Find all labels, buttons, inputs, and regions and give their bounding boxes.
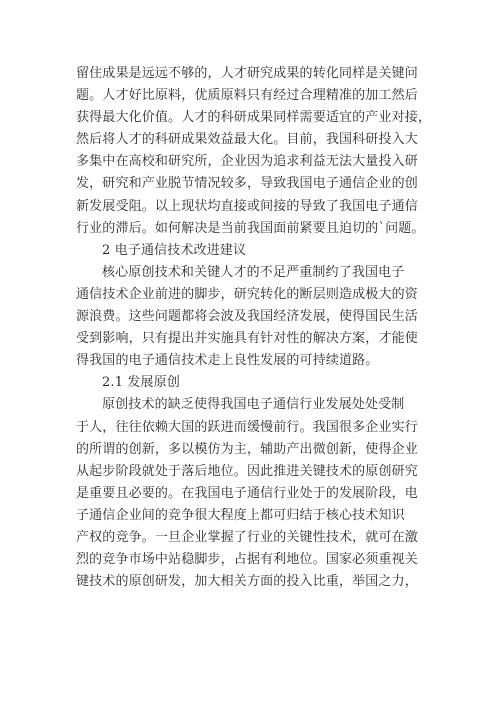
document-body: [76, 63, 438, 593]
text-line: 烈的竞争市场中站稳脚步，占据有利地位。国家必须重视关: [76, 552, 418, 568]
subsection-heading: 2.1 发展原创: [102, 375, 181, 391]
paragraph-first-line: 原创技术的缺乏使得我国电子通信行业发展处处受制: [102, 397, 405, 413]
text-line: 键技术的原创研发，加大相关方面的投入比重，举国之力，: [76, 574, 418, 590]
text-line: 发，研究和产业脱节情况较多，导致我国电子通信企业的创: [76, 176, 418, 192]
text-line: 行业的滞后。如何解决是当前我国面前紧要且迫切的`问题。: [76, 220, 425, 236]
text-line: 从起步阶段就处于落后地位。因此推进关键技术的原创研究: [76, 463, 418, 479]
text-line: 于人，往往依赖大国的跃进而缓慢前行。我国很多企业实行: [76, 419, 418, 435]
text-line: 多集中在高校和研究所，企业因为追求利益无法大量投入研: [76, 154, 418, 170]
text-line: 是重要且必要的。在我国电子通信行业处于的发展阶段，电: [76, 485, 418, 501]
text-line: 得我国的电子通信技术走上良性发展的可持续道路。: [76, 353, 379, 369]
text-line: 通信技术企业前进的脚步，研究转化的断层则造成极大的资: [76, 286, 418, 302]
text-line: 然后将人才的科研成果效益最大化。目前，我国科研投入大: [76, 132, 418, 148]
text-line: 题。人才好比原料，优质原料只有经过合理精准的加工然后: [76, 88, 418, 104]
text-line: 获得最大化价值。人才的科研成果同样需要适宜的产业对接，: [76, 110, 432, 126]
text-line: 受到影响，只有提出并实施具有针对性的解决方案，才能使: [76, 331, 418, 347]
text-line: 源浪费。这些问题都将会波及我国经济发展，使得国民生活: [76, 309, 418, 325]
section-heading: 2 电子通信技术改进建议: [102, 242, 247, 258]
text-line: 子通信企业间的竞争很大程度上都可归结于核心技术知识: [76, 507, 405, 523]
text-line: 产权的竞争。一旦企业掌握了行业的关键性技术，就可在激: [76, 529, 418, 545]
text-line: 新发展受阻。以上现状均直接或间接的导致了我国电子通信: [76, 198, 418, 214]
paragraph-first-line: 核心原创技术和关键人才的不足严重制约了我国电子: [102, 264, 405, 280]
text-line: 的所谓的创新，多以模仿为主，辅助产出微创新，使得企业: [76, 441, 418, 457]
text-line: 留住成果是远远不够的，人才研究成果的转化同样是关键问: [76, 66, 418, 81]
